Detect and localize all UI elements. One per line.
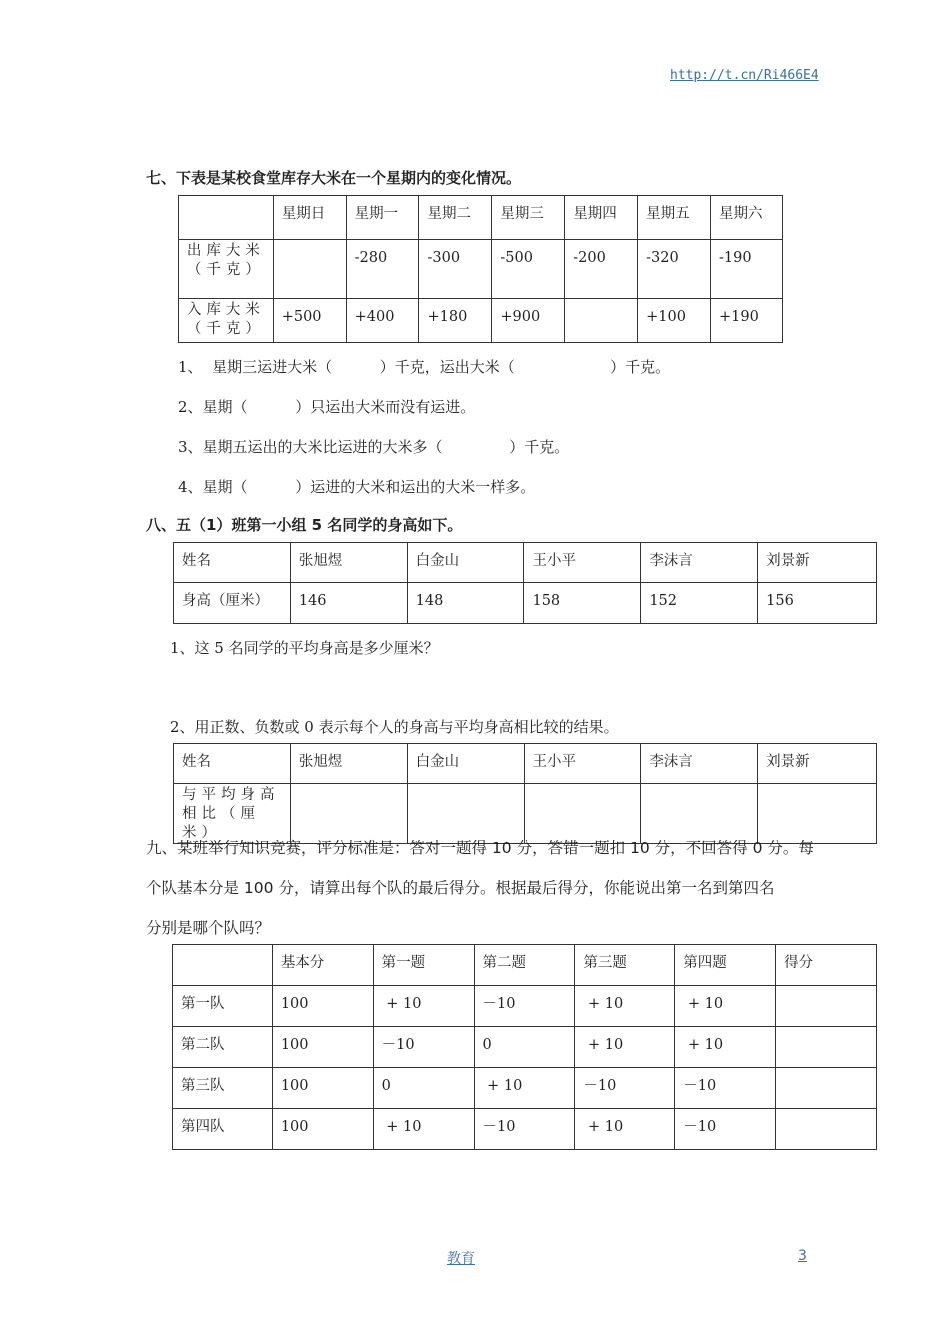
table-cell bbox=[565, 299, 638, 343]
table-cell: + 10 bbox=[575, 1109, 675, 1150]
table-cell: 0 bbox=[474, 1027, 575, 1068]
table-cell: 0 bbox=[373, 1068, 474, 1109]
row-label-cell: 第一队 bbox=[173, 986, 273, 1027]
table-header-cell: 第四题 bbox=[675, 945, 776, 986]
table-header-cell: 星期一 bbox=[346, 196, 419, 240]
table-cell: + 10 bbox=[575, 986, 675, 1027]
table-cell: -280 bbox=[346, 240, 419, 299]
table-header-cell: 第一题 bbox=[373, 945, 474, 986]
table-cell: -200 bbox=[565, 240, 638, 299]
question-8-2: 2、用正数、负数或 0 表示每个人的身高与平均身高相比较的结果。 bbox=[170, 718, 619, 736]
table-row bbox=[173, 1068, 877, 1109]
table-cell: + 10 bbox=[373, 1109, 474, 1150]
table-header-cell: 姓名 bbox=[174, 543, 291, 583]
table-cell: +190 bbox=[711, 299, 783, 343]
table-cell: －10 bbox=[373, 1027, 474, 1068]
table-cell: +400 bbox=[346, 299, 419, 343]
table-header-row bbox=[179, 196, 783, 240]
quiz-score-table bbox=[172, 944, 877, 1150]
table-cell: +500 bbox=[273, 299, 346, 343]
table-cell: －10 bbox=[675, 1068, 776, 1109]
table-row bbox=[179, 299, 783, 343]
table-cell: + 10 bbox=[474, 1068, 575, 1109]
table-row bbox=[179, 240, 783, 299]
row-label-cell: 第二队 bbox=[173, 1027, 273, 1068]
table-cell: -300 bbox=[419, 240, 492, 299]
table-cell: +900 bbox=[492, 299, 565, 343]
table-cell: 158 bbox=[524, 583, 641, 624]
answer-cell[interactable] bbox=[776, 1027, 877, 1068]
table-header-cell: 张旭煜 bbox=[290, 744, 407, 784]
question-7-1: 1、 星期三运进大米（ ）千克，运出大米（ ）千克。 bbox=[178, 358, 671, 376]
table-cell bbox=[179, 196, 274, 240]
table-row bbox=[173, 1027, 877, 1068]
section-9-line-3: 分别是哪个队吗？ bbox=[146, 919, 271, 937]
table-header-cell: 张旭煜 bbox=[290, 543, 407, 583]
table-row bbox=[174, 583, 877, 624]
row-label-cell: 身高（厘米） bbox=[174, 583, 291, 624]
answer-cell[interactable] bbox=[524, 784, 641, 844]
height-comparison-table bbox=[173, 743, 877, 844]
table-cell: 100 bbox=[272, 1027, 373, 1068]
table-cell: 100 bbox=[272, 1068, 373, 1109]
table-header-cell: 星期五 bbox=[638, 196, 711, 240]
table-header-cell: 白金山 bbox=[407, 543, 524, 583]
question-7-4: 4、星期（ ）运进的大米和运出的大米一样多。 bbox=[178, 478, 536, 496]
table-cell: 152 bbox=[641, 583, 758, 624]
answer-cell[interactable] bbox=[776, 986, 877, 1027]
table-header-cell: 李沫言 bbox=[641, 744, 758, 784]
table-header-row bbox=[173, 945, 877, 986]
answer-cell[interactable] bbox=[758, 784, 877, 844]
row-label-cell: 第三队 bbox=[173, 1068, 273, 1109]
header-url-link[interactable]: http://t.cn/Ri466E4 bbox=[670, 68, 819, 83]
row-label-cell: 与平均身高相比（厘米） bbox=[174, 784, 291, 844]
table-cell: 100 bbox=[272, 986, 373, 1027]
question-8-1: 1、这 5 名同学的平均身高是多少厘米？ bbox=[170, 639, 439, 657]
table-row bbox=[173, 986, 877, 1027]
table-cell: + 10 bbox=[373, 986, 474, 1027]
answer-cell[interactable] bbox=[776, 1068, 877, 1109]
table-header-cell: 白金山 bbox=[407, 744, 524, 784]
table-header-cell: 得分 bbox=[776, 945, 877, 986]
table-header-cell: 王小平 bbox=[524, 744, 641, 784]
table-header-cell: 李沫言 bbox=[641, 543, 758, 583]
table-header-cell: 星期日 bbox=[273, 196, 346, 240]
table-header-cell: 基本分 bbox=[272, 945, 373, 986]
table-header-row bbox=[174, 744, 877, 784]
answer-cell[interactable] bbox=[407, 784, 524, 844]
row-label-cell: 入库大米（千克） bbox=[179, 299, 274, 343]
answer-cell[interactable] bbox=[290, 784, 407, 844]
row-label-cell: 第四队 bbox=[173, 1109, 273, 1150]
table-cell: + 10 bbox=[575, 1027, 675, 1068]
table-header-cell: 第三题 bbox=[575, 945, 675, 986]
table-cell bbox=[173, 945, 273, 986]
table-cell: －10 bbox=[675, 1109, 776, 1150]
rice-inventory-table bbox=[178, 195, 783, 343]
table-header-cell: 星期二 bbox=[419, 196, 492, 240]
footer-link[interactable]: 教育 bbox=[447, 1251, 475, 1267]
height-table bbox=[173, 542, 877, 624]
table-header-cell: 王小平 bbox=[524, 543, 641, 583]
table-cell: 148 bbox=[407, 583, 524, 624]
table-header-cell: 星期四 bbox=[565, 196, 638, 240]
table-cell: +180 bbox=[419, 299, 492, 343]
question-7-2: 2、星期（ ）只运出大米而没有运进。 bbox=[178, 398, 476, 416]
table-cell bbox=[273, 240, 346, 299]
table-row bbox=[173, 1109, 877, 1150]
answer-cell[interactable] bbox=[776, 1109, 877, 1150]
table-header-cell: 姓名 bbox=[174, 744, 291, 784]
row-label-cell: 出库大米（千克） bbox=[179, 240, 274, 299]
table-row bbox=[174, 784, 877, 844]
section-8-title: 八、五（1）班第一小组 5 名同学的身高如下。 bbox=[146, 516, 463, 534]
table-cell: -190 bbox=[711, 240, 783, 299]
section-9-line-1: 九、某班举行知识竞赛，评分标准是：答对一题得 10 分，答错一题扣 10 分，不回答得 0 分。每 bbox=[146, 839, 814, 857]
page-number: 3 bbox=[798, 1248, 807, 1264]
table-header-cell: 星期六 bbox=[711, 196, 783, 240]
table-cell: 100 bbox=[272, 1109, 373, 1150]
table-header-cell: 刘景新 bbox=[758, 543, 877, 583]
table-header-cell: 星期三 bbox=[492, 196, 565, 240]
section-9-line-2: 个队基本分是 100 分，请算出每个队的最后得分。根据最后得分，你能说出第一名到第四名 bbox=[146, 879, 775, 897]
table-cell: +100 bbox=[638, 299, 711, 343]
table-cell: + 10 bbox=[675, 986, 776, 1027]
table-header-cell: 第二题 bbox=[474, 945, 575, 986]
table-cell: + 10 bbox=[675, 1027, 776, 1068]
table-header-cell: 刘景新 bbox=[758, 744, 877, 784]
table-cell: －10 bbox=[575, 1068, 675, 1109]
table-cell: -500 bbox=[492, 240, 565, 299]
section-7-title: 七、下表是某校食堂库存大米在一个星期内的变化情况。 bbox=[146, 169, 522, 187]
table-cell: -320 bbox=[638, 240, 711, 299]
table-cell: 146 bbox=[290, 583, 407, 624]
answer-cell[interactable] bbox=[641, 784, 758, 844]
table-cell: －10 bbox=[474, 1109, 575, 1150]
table-cell: 156 bbox=[758, 583, 877, 624]
table-header-row bbox=[174, 543, 877, 583]
table-cell: －10 bbox=[474, 986, 575, 1027]
question-7-3: 3、星期五运出的大米比运进的大米多（ ）千克。 bbox=[178, 438, 570, 456]
